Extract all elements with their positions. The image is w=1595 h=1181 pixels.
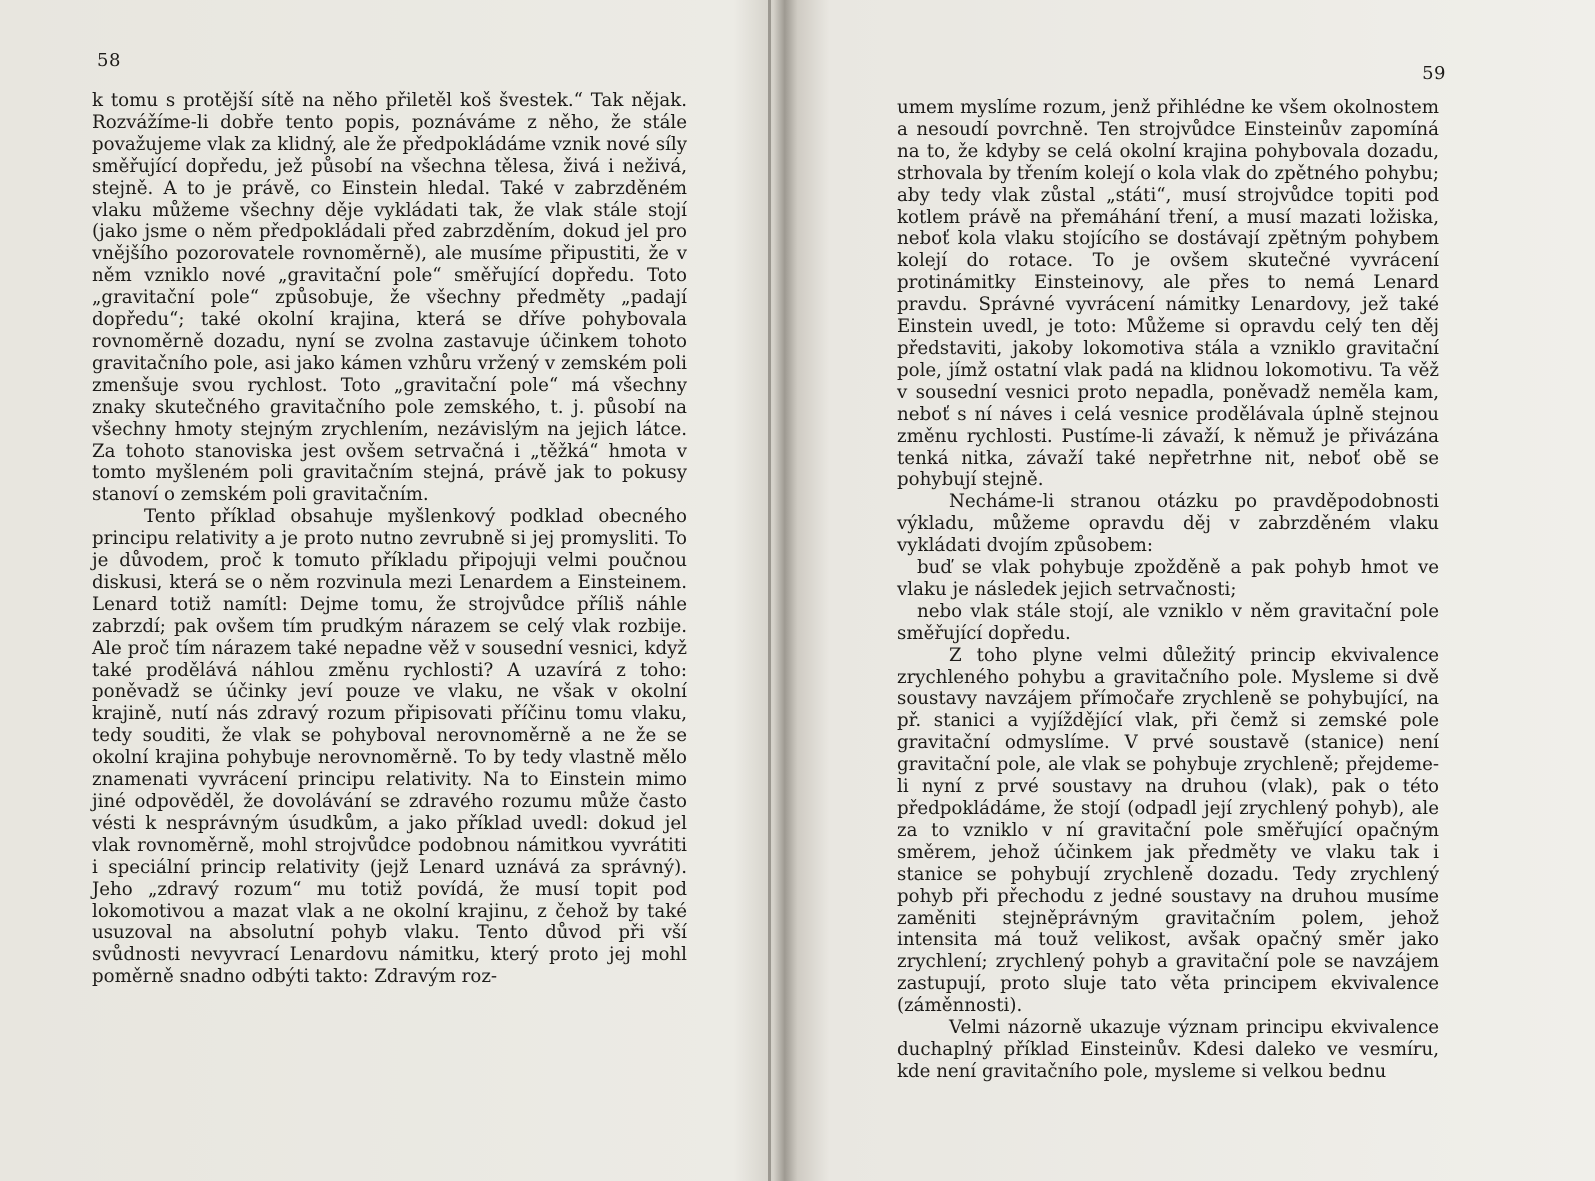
left-paragraph-2: Tento příklad obsahuje myšlenkový podklad obecného principu relativity a je proto nutno zevrubně si jej promysliti. To je důvodem, proč k tomuto příkladu připojuji velmi poučnou diskusi, která se o něm rozvinula mezi Lenardem a Einsteinem. Lenard totiž namítl: Dejme tomu, že strojvůdce příliš náhle zabrzdí; pak ovšem tím prudkým nárazem se celý vlak rozbije. Ale proč tím nárazem také nepadne věž v sousední vesnici, když také prodělává náhlou změnu rychlosti? A uzavírá z toho: poněvadž se účinky jeví pouze ve vlaku, ne však v okolní krajině, nutí nás zdravý rozum připisovati příčinu tomu vlaku, tedy souditi, že vlak se pohyboval nerovnoměrně a ne že se okolní krajina pohybuje nerovnoměrně. To by tedy vlastně mělo znamenati vyvrácení principu relativity. Na to Einstein mimo jiné odpověděl, že dovolávání se zdravého rozumu může často vésti k nesprávným úsudkům, a jako příklad uvedl: dokud jel vlak rovnoměrně, mohl strojvůdce podobnou námitkou vyvrátiti i speciální princip relativity (jejž Lenard uznává za správný). Jeho „zdravý rozum“ mu totiž povídá, že musí topit pod lokomotivou a mazat vlak a ne okolní krajinu, z čehož by také usuzoval na absolutní pohyb vlaku. Tento důvod při vší svůdnosti nevyvrací Lenardovu námitku, který proto jej mohl poměrně snadno odbýti takto: Zdravým roz- <box>92 506 687 988</box>
right-paragraph-1: umem myslíme rozum, jenž přihlédne ke všem okolnostem a nesoudí povrchně. Ten strojvůdce Einsteinův zapomíná na to, že kdyby se celá okolní krajina pohybovala dozadu, strhovala by třením kolejí o kola vlak do zpětného pohybu; aby tedy vlak zůstal „státi“, musí strojvůdce topiti pod kotlem právě na přemáhání tření, a musí mazati ložiska, neboť kola vlaku stojícího se dostávají zpětným pohybem kolejí do rotace. To je ovšem skutečné vyvrácení protinámitky Einsteinovy, ale přes to nemá Lenard pravdu. Správné vyvrácení námitky Lenardovy, jež také Einstein uvedl, je toto: Můžeme si opravdu celý ten děj představiti, jakoby lokomotiva stála a vzniklo gravitační pole, jímž ostatní vlak padá na klidnou lokomotivu. Ta věž v sousední vesnici proto nepadla, poněvadž neměla kam, neboť s ní náves i celá vesnice prodělávala úplně stejnou změnu rychlosti. Pustíme-li závaží, k němuž je přivázána tenká nitka, závaží také nepřetrhne nit, neboť obě se pohybují stejně. <box>897 97 1439 491</box>
right-page <box>797 0 1594 1181</box>
right-page-text <box>897 97 1439 1083</box>
left-page-text <box>92 90 687 988</box>
right-paragraph-5: Z toho plyne velmi důležitý princip ekvivalence zrychleného pohybu a gravitačního pole. Mysleme si dvě soustavy navzájem přímočaře zrychleně se pohybující, na př. stanici a vyjíždějící vlak, při čemž si zemské pole gravitační odmyslíme. V prvé soustavě (stanice) není gravitační pole, ale vlak se pohybuje zrychleně; přejdeme-li nyní z prvé soustavy na druhou (vlak), pak o této předpokládáme, že stojí (odpadl její zrychlený pohyb), ale za to vzniklo v ní gravitační pole směřující opačným směrem, jehož účinkem jak předměty ve vlaku tak i stanice se pohybují zrychleně dozadu. Tedy zrychlený pohyb při přechodu z jedné soustavy na druhou musíme zaměniti stejněprávným gravitačním polem, jehož intensita má touž velikost, avšak opačný směr jako zrychlení; zrychlený pohyb a gravitační pole se navzájem zastupují, proto sluje tato věta principem ekvivalence (záměnnosti). <box>897 644 1439 1017</box>
right-paragraph-2: Necháme-li stranou otázku po pravděpodobnosti výkladu, můžeme opravdu děj v zabrzděném vlaku vykládati dvojím způsobem: <box>897 491 1439 557</box>
book-gutter <box>768 0 771 1181</box>
left-paragraph-1: k tomu s protější sítě na něho přiletěl koš švestek.“ Tak nějak. Rozvážíme-li dobře tento popis, poznáváme z něho, že stále považujeme vlak za klidný, ale že předpokládáme vznik nové síly směřující dopředu, jež působí na všechna tělesa, živá i neživá, stejně. A to je právě, co Einstein hledal. Také v zabrzděném vlaku můžeme všechny děje vykládati tak, že vlak stále stojí (jako jsme o něm předpokládali před zabrzděním, dokud jel pro vnějšího pozorovatele rovnoměrně), ale musíme připustiti, že v něm vzniklo nové „gravitační pole“ směřující dopředu. Toto „gravitační pole“ způsobuje, že všechny předměty „padají dopředu“; také okolní krajina, která se dříve pohybovala rovnoměrně dozadu, nyní se zvolna zastavuje účinkem tohoto gravitačního pole, asi jako kámen vzhůru vržený v zemském poli zmenšuje svou rychlost. Toto „gravitační pole“ má všechny znaky skutečného gravitačního pole zemského, t. j. působí na všechny hmoty stejným zrychlením, nezávislým na jejich látce. Za tohoto stanoviska jest ovšem setrvačná i „těžká“ hmota v tomto myšleném poli gravitačním stejná, právě jak to pokusy stanoví o zemském poli gravitačním. <box>92 90 687 506</box>
page-number-right: 59 <box>1422 63 1446 84</box>
left-page <box>0 0 797 1181</box>
page-number-left: 58 <box>97 50 121 71</box>
right-paragraph-6: Velmi názorně ukazuje význam principu ekvivalence duchaplný příklad Einsteinův. Kdesi daleko ve vesmíru, kde není gravitačního pole, mysleme si velkou bednu <box>897 1017 1439 1082</box>
right-paragraph-3: buď se vlak pohybuje zpožděně a pak pohyb hmot ve vlaku je následek jejich setrvačnosti; <box>897 557 1439 600</box>
right-paragraph-4: nebo vlak stále stojí, ale vzniklo v něm gravitační pole směřující dopředu. <box>897 600 1439 644</box>
